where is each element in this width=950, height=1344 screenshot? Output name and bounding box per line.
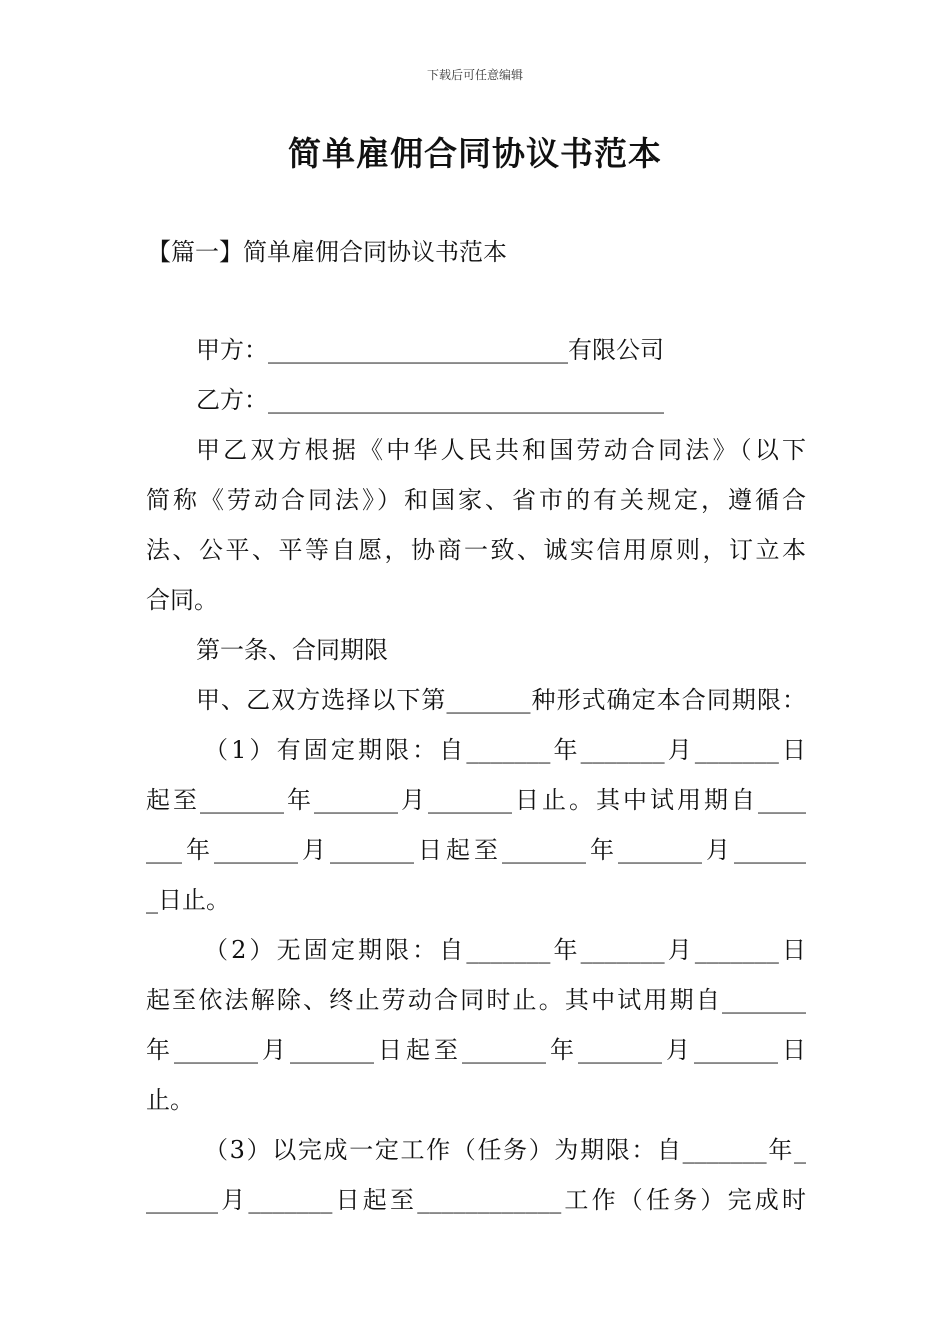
paragraph-line: _日止。 — [146, 886, 230, 914]
party-b-line: 乙方：_________________________________ — [196, 386, 664, 414]
paragraph-line: 起至依法解除、终止劳动合同时止。其中试用期自_______ — [146, 986, 806, 1014]
paragraph-line: 年_______月_______日起至_______年_______月_______日 — [146, 1036, 806, 1064]
paragraph-line: 甲、乙双方选择以下第_______种形式确定本合同期限： — [196, 686, 806, 714]
section-heading: 【篇一】简单雇佣合同协议书范本 — [147, 238, 507, 266]
paragraph-line: （2）无固定期限：自_______年_______月_______日 — [204, 936, 806, 964]
paragraph-line: 甲乙双方根据《中华人民共和国劳动合同法》（以下 — [196, 436, 806, 464]
paragraph-line: 法、公平、平等自愿，协商一致、诚实信用原则，订立本 — [146, 536, 806, 564]
header-note: 下载后可任意编辑 — [426, 68, 523, 82]
paragraph-line: ___年_______月_______日起至_______年_______月______ — [146, 836, 806, 864]
party-a-line: 甲方：_________________________有限公司 — [196, 336, 664, 364]
article-heading: 第一条、合同期限 — [196, 636, 388, 664]
paragraph-line: 起至_______年_______月_______日止。其中试用期自____ — [146, 786, 806, 814]
paragraph-line: （3）以完成一定工作（任务）为期限：自_______年_ — [204, 1136, 806, 1164]
document-body — [146, 325, 806, 1225]
paragraph-line: 简称《劳动合同法》）和国家、省市的有关规定，遵循合 — [146, 486, 806, 514]
paragraph-line: 合同。 — [146, 586, 218, 614]
paragraph-line: 止。 — [146, 1086, 194, 1114]
document-title: 简单雇佣合同协议书范本 — [288, 134, 662, 173]
paragraph-line: ______月_______日起至____________工作（任务）完成时 — [146, 1186, 806, 1214]
paragraph-line: （1）有固定期限：自_______年_______月_______日 — [204, 736, 806, 764]
